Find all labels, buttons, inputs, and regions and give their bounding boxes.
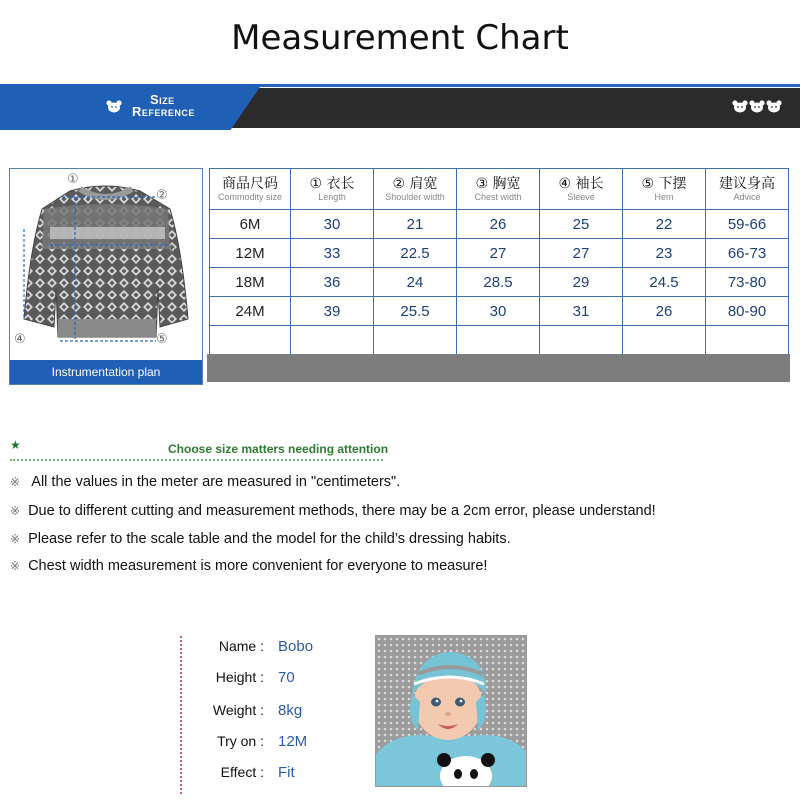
- marker-5: ⑤: [156, 331, 168, 346]
- size-reference-line2: Reference: [132, 104, 195, 119]
- marker-1: ①: [67, 171, 79, 186]
- table-cell: 27: [457, 239, 540, 268]
- header-advice: 建议身高 Advice: [706, 169, 789, 210]
- field-value: 8kg: [278, 702, 303, 719]
- note-marker-icon: ※: [10, 475, 21, 489]
- marker-4: ④: [14, 331, 26, 346]
- note-text: Due to different cutting and measurement methods, there may be a 2cm error, please understand!: [28, 503, 656, 519]
- sweater-diagram: [10, 169, 202, 359]
- baby-photo-illustration: [376, 636, 526, 786]
- table-cell: 59-66: [706, 210, 789, 239]
- table-cell: [291, 326, 374, 355]
- note-text: All the values in the meter are measured in "centimeters".: [28, 474, 401, 490]
- table-cell: [540, 326, 623, 355]
- table-cell: 22: [623, 210, 706, 239]
- table-cell: 39: [291, 297, 374, 326]
- table-cell: 24M: [210, 297, 291, 326]
- table-cell: 21: [374, 210, 457, 239]
- star-icon: ★: [10, 438, 21, 452]
- note-marker-icon: ※: [10, 559, 21, 573]
- bear-icon: [106, 100, 122, 118]
- bear-icon: [766, 100, 780, 111]
- bear-icon: [732, 100, 746, 111]
- size-reference-line1: Size: [150, 92, 175, 107]
- table-cell: [706, 326, 789, 355]
- table-row: [210, 297, 789, 326]
- header-length: ① 衣长 Length: [291, 169, 374, 210]
- table-header-row: [210, 169, 789, 210]
- table-cell: 25: [540, 210, 623, 239]
- field-label: Try on :: [217, 733, 264, 749]
- page-title: Measurement Chart: [231, 18, 569, 58]
- table-cell: [457, 326, 540, 355]
- header-hem: ⑤ 下摆 Hem: [623, 169, 706, 210]
- bear-icons-group: [732, 100, 780, 111]
- field-label: Weight :: [212, 702, 264, 718]
- table-cell: 33: [291, 239, 374, 268]
- table-row: [210, 239, 789, 268]
- table-cell: [210, 326, 291, 355]
- notes-divider: [10, 459, 383, 461]
- note-marker-icon: ※: [10, 532, 21, 546]
- table-cell: 36: [291, 268, 374, 297]
- table-cell: [623, 326, 706, 355]
- note-text: Please refer to the scale table and the model for the child’s dressing habits.: [28, 531, 511, 547]
- note-text: Chest width measurement is more convenient for everyone to measure!: [28, 558, 488, 574]
- note-item: [10, 558, 487, 574]
- table-cell: 31: [540, 297, 623, 326]
- size-table: [209, 168, 789, 355]
- table-cell: [374, 326, 457, 355]
- table-cell: 66-73: [706, 239, 789, 268]
- field-label: Effect :: [220, 764, 264, 780]
- bear-icon: [749, 100, 763, 111]
- marker-2: ②: [156, 187, 168, 202]
- panel-caption: Instrumentation plan: [10, 360, 202, 384]
- table-footer-bar: [207, 354, 790, 382]
- table-cell: 30: [291, 210, 374, 239]
- table-cell: 28.5: [457, 268, 540, 297]
- note-item: [10, 531, 511, 547]
- field-label: Height :: [215, 669, 264, 685]
- table-cell: 23: [623, 239, 706, 268]
- note-item: [10, 503, 656, 519]
- table-row: [210, 268, 789, 297]
- size-reference-label: [130, 94, 195, 118]
- instrumentation-panel: [9, 168, 203, 385]
- table-row: [210, 210, 789, 239]
- table-cell: 22.5: [374, 239, 457, 268]
- table-cell: 30: [457, 297, 540, 326]
- field-value: Fit: [278, 764, 295, 781]
- field-value: 70: [278, 669, 295, 686]
- header-commodity-size: 商品尺码 Commodity size: [210, 169, 291, 210]
- table-cell: 24: [374, 268, 457, 297]
- model-photo: [375, 635, 527, 787]
- field-value: 12M: [278, 733, 308, 750]
- table-row-empty: [210, 326, 789, 355]
- header-chest-width: ③ 胸宽 Chest width: [457, 169, 540, 210]
- table-cell: 18M: [210, 268, 291, 297]
- table-cell: 73-80: [706, 268, 789, 297]
- table-cell: 27: [540, 239, 623, 268]
- table-cell: 12M: [210, 239, 291, 268]
- table-cell: 25.5: [374, 297, 457, 326]
- header-sleeve: ④ 袖长 Sleeve: [540, 169, 623, 210]
- table-cell: 80-90: [706, 297, 789, 326]
- marker-3: ③: [164, 242, 176, 257]
- note-item: [10, 474, 400, 490]
- model-divider: [180, 636, 182, 794]
- header-shoulder-width: ② 肩宽 Shoulder width: [374, 169, 457, 210]
- table-cell: 6M: [210, 210, 291, 239]
- table-cell: 26: [457, 210, 540, 239]
- notes-heading: Choose size matters needing attention: [168, 442, 389, 456]
- table-cell: 24.5: [623, 268, 706, 297]
- table-cell: 29: [540, 268, 623, 297]
- field-value: Bobo: [278, 638, 314, 655]
- field-label: Name :: [218, 638, 264, 654]
- note-marker-icon: ※: [10, 504, 21, 518]
- table-cell: 26: [623, 297, 706, 326]
